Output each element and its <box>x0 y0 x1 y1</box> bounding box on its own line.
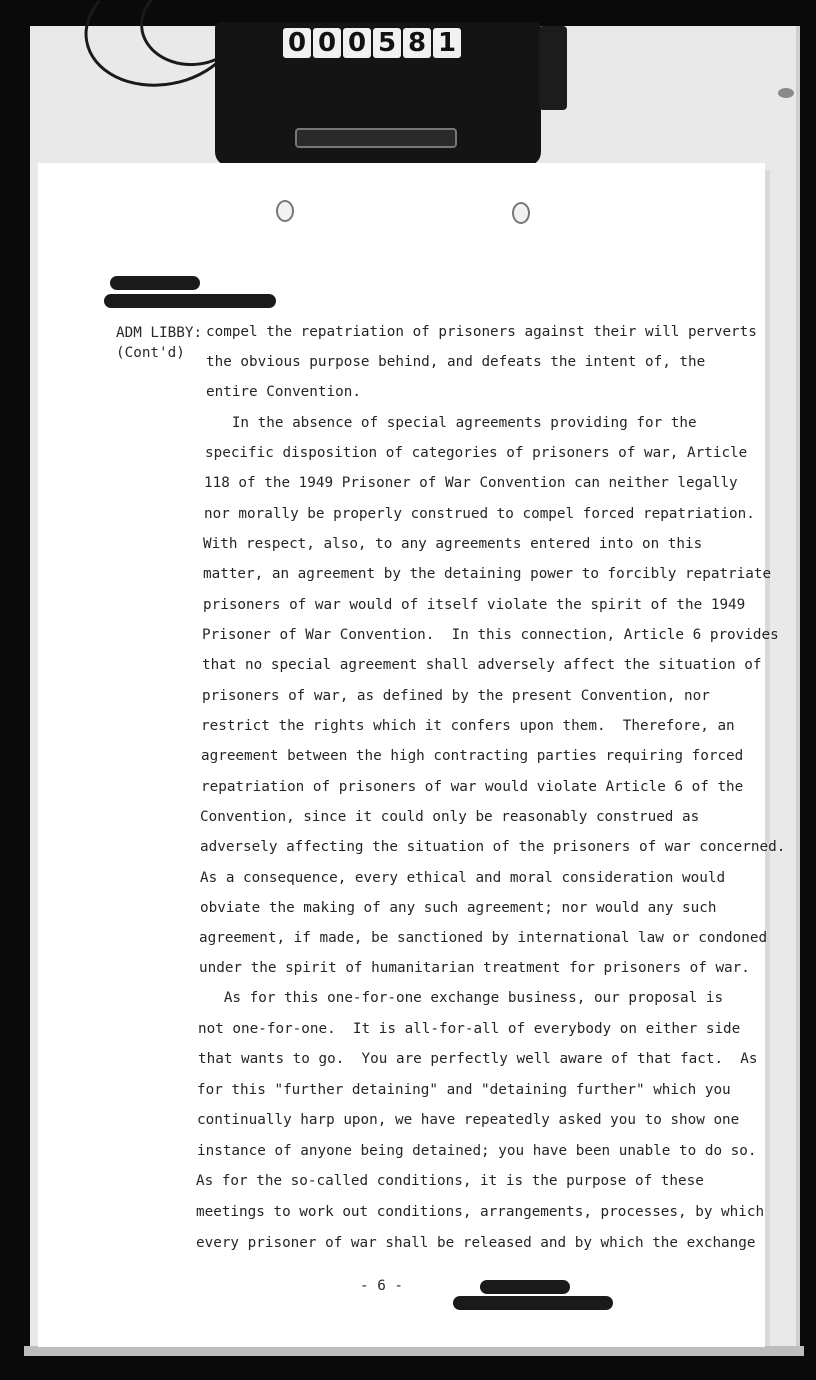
classification-redaction <box>453 1296 613 1310</box>
text-line: Prisoner of War Convention. In this connection, Article 6 provides <box>202 627 779 643</box>
speaker-name: ADM LIBBY: <box>116 325 203 341</box>
counter-digit: 0 <box>343 28 371 58</box>
punch-hole <box>276 200 294 222</box>
counter-clamp <box>539 26 567 110</box>
scan-speck <box>778 88 794 98</box>
text-line: As for the so-called conditions, it is the purpose of these <box>196 1173 704 1189</box>
classification-redaction <box>104 294 276 308</box>
text-line: matter, an agreement by the detaining power to forcibly repatriate <box>203 566 772 582</box>
text-line: instance of anyone being detained; you have been unable to do so. <box>197 1143 757 1159</box>
text-line: the obvious purpose behind, and defeats the intent of, the <box>206 354 706 370</box>
text-line: that wants to go. You are perfectly well aware of that fact. As <box>198 1051 758 1067</box>
text-line: 118 of the 1949 Prisoner of War Convention can neither legally <box>204 475 738 491</box>
classification-redaction <box>110 276 200 290</box>
text-line: As for this one-for-one exchange business, our proposal is <box>198 990 724 1006</box>
text-line: obviate the making of any such agreement; nor would any such <box>200 900 717 916</box>
counter-digit: 1 <box>433 28 461 58</box>
text-line: With respect, also, to any agreements entered into on this <box>203 536 703 552</box>
text-line: repatriation of prisoners of war would violate Article 6 of the <box>201 779 744 795</box>
text-line: every prisoner of war shall be released and by which the exchange <box>196 1235 756 1251</box>
text-line: adversely affecting the situation of the prisoners of war concerned. <box>200 839 786 855</box>
text-line: compel the repatriation of prisoners against their will perverts <box>206 324 757 340</box>
text-line: agreement, if made, be sanctioned by international law or condoned <box>199 930 768 946</box>
text-line: prisoners of war would of itself violate the spirit of the 1949 <box>203 597 746 613</box>
counter-digit: 0 <box>283 28 311 58</box>
text-line: prisoners of war, as defined by the present Convention, nor <box>202 688 710 704</box>
classification-redaction <box>480 1280 570 1294</box>
counter-digit: 5 <box>373 28 401 58</box>
speaker-label <box>116 323 202 363</box>
speaker-continued: (Cont'd) <box>116 345 185 361</box>
text-line: agreement between the high contracting parties requiring forced <box>201 748 744 764</box>
text-line: for this "further detaining" and "detaining further" which you <box>197 1082 731 1098</box>
text-line: continually harp upon, we have repeatedly asked you to show one <box>197 1112 740 1128</box>
punch-hole <box>512 202 530 224</box>
text-line: that no special agreement shall adversely affect the situation of <box>202 657 762 673</box>
text-line: restrict the rights which it confers upon them. Therefore, an <box>201 718 735 734</box>
text-line: under the spirit of humanitarian treatment for prisoners of war. <box>199 960 750 976</box>
frame-counter-digits <box>283 28 469 60</box>
text-line: not one-for-one. It is all-for-all of everybody on either side <box>198 1021 741 1037</box>
text-line: Convention, since it could only be reasonably construed as <box>200 809 700 825</box>
counter-digit: 0 <box>313 28 341 58</box>
page-number: - 6 - <box>360 1278 404 1294</box>
text-line: specific disposition of categories of prisoners of war, Article <box>205 445 748 461</box>
counter-slot <box>295 128 457 148</box>
text-line: nor morally be properly construed to compel forced repatriation. <box>204 506 755 522</box>
text-line: entire Convention. <box>206 384 361 400</box>
text-line: meetings to work out conditions, arrangements, processes, by which <box>196 1204 765 1220</box>
text-line: In the absence of special agreements providing for the <box>206 415 697 431</box>
text-line: As a consequence, every ethical and moral consideration would <box>200 870 726 886</box>
counter-digit: 8 <box>403 28 431 58</box>
scan-backing-edge <box>24 1346 804 1356</box>
